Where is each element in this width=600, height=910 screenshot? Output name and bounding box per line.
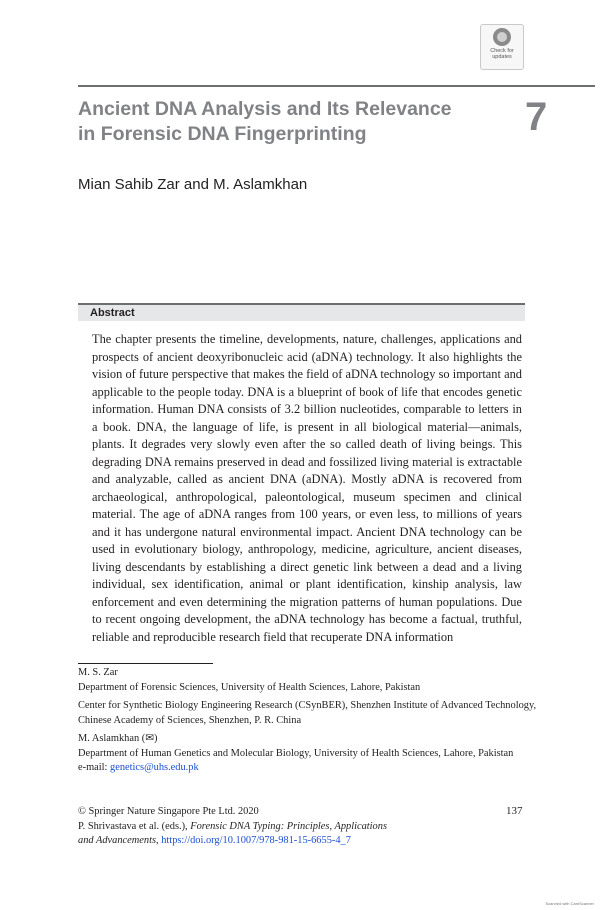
chapter-title bbox=[78, 97, 498, 147]
citation-prefix: P. Shrivastava et al. (eds.), bbox=[78, 820, 191, 832]
author2-name: M. Aslamkhan (✉) bbox=[78, 733, 158, 744]
scanner-watermark: Scanned with CamScanner bbox=[545, 901, 594, 906]
chapter-title-line1: Ancient DNA Analysis and Its Relevance bbox=[78, 98, 452, 120]
copyright-line: © Springer Nature Singapore Pte Ltd. 2020 bbox=[78, 806, 259, 817]
email-label: e-mail: bbox=[78, 762, 111, 773]
abstract-text: The chapter presents the timeline, developments, nature, challenges, applications and prospects of ancient deoxyribonucleic acid (aDNA) technology. It also highlights the vision of future perspective that makes the field of aDNA technology so important and applicable to the people today. DNA is a blueprint of book of life that encodes genetic information. Human DNA consists of 3.2 billion nucleotides, comparable to letters in a book. DNA, the language of life, is present in all biological material—animals, plants. It degrades very slowly even after the so called death of living beings. This degrading DNA remains preserved in dead and fossilized living material is extractable and analyzable, called as ancient DNA (aDNA). Mostly aDNA is recovered from archaeological, anthropological, paleontological, museum specimen and clinical material. The age of aDNA ranges from 100 years, or even less, to millions of years and it has undergone natural environmental impact. Ancient DNA technology can be used in evolutionary biology, anthropology, medicine, agriculture, ancient diseases, living descendants by establishing a direct genetic link between a dead and a living individual, sex identification, animal or plant identification, kinship analysis, law enforcement and even determining the migration patterns of human populations. Due to recent ongoing development, the aDNA technology has become a factual, truthful, reliable and reproducible research field that recuperate DNA information bbox=[92, 332, 522, 644]
author-list: Mian Sahib Zar and M. Aslamkhan bbox=[78, 176, 308, 193]
book-title-part2: and Advancements bbox=[78, 835, 157, 846]
author2-affiliation: Department of Human Genetics and Molecular Biology, University of Health Sciences, Lahore, Pakistan bbox=[78, 747, 514, 759]
footnote-rule bbox=[78, 663, 213, 664]
author2-affiliation-block bbox=[78, 732, 538, 776]
author1-name: M. S. Zar bbox=[78, 667, 118, 678]
email-link[interactable]: genetics@uhs.edu.pk bbox=[110, 762, 199, 773]
author1-affiliation: Department of Forensic Sciences, University of Health Sciences, Lahore, Pakistan bbox=[78, 681, 421, 693]
crossmark-icon bbox=[493, 28, 511, 46]
badge-text-line2: updates bbox=[492, 54, 512, 60]
author1-second-affiliation bbox=[78, 699, 538, 728]
citation-line-2 bbox=[78, 834, 498, 849]
badge-text-line1: Check for bbox=[490, 48, 514, 54]
citation-line bbox=[78, 820, 498, 835]
abstract-heading: Abstract bbox=[90, 307, 135, 319]
author1-affiliation-2: Center for Synthetic Biology Engineering Research (CSynBER), Shenzhen Institute of Advanced Technology, Chinese Academy of Sciences, Shenzhen, P. R. China bbox=[78, 700, 537, 726]
check-for-updates-badge[interactable] bbox=[480, 24, 524, 70]
citation-separator: , bbox=[156, 835, 162, 846]
chapter-title-line2: in Forensic DNA Fingerprinting bbox=[78, 123, 367, 145]
header-rule bbox=[78, 85, 595, 87]
author1-affiliation-block bbox=[78, 666, 538, 695]
doi-link[interactable]: https://doi.org/10.1007/978-981-15-6655-4_7 bbox=[161, 835, 351, 846]
book-title-part1: Forensic DNA Typing: Principles, Applications bbox=[190, 820, 387, 832]
page-number: 137 bbox=[506, 805, 523, 817]
chapter-number: 7 bbox=[525, 95, 548, 139]
copyright-block bbox=[78, 805, 498, 849]
abstract-heading-band bbox=[78, 305, 525, 321]
author2-email-line bbox=[78, 761, 538, 776]
